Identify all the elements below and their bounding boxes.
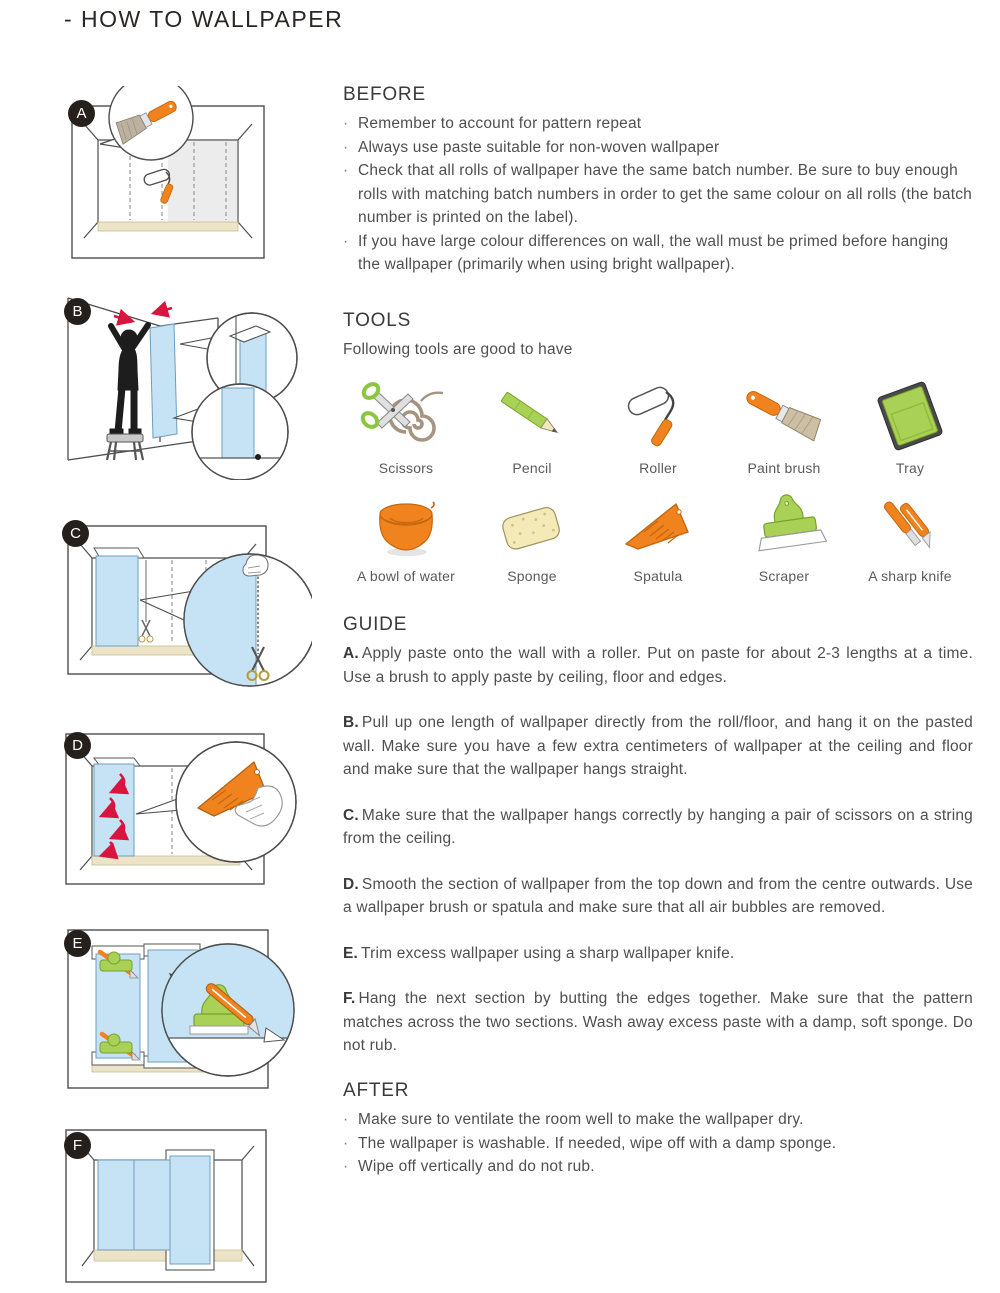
step-f-badge: F [64, 1132, 91, 1159]
illustration-step-d [52, 718, 302, 898]
tray-icon [862, 378, 958, 454]
step-letter: A. [343, 645, 359, 662]
red-arrow [114, 316, 128, 320]
after-item-text: Make sure to ventilate the room well to make the wallpaper dry. [358, 1111, 804, 1128]
before-item [343, 159, 973, 230]
tool-scissors [343, 378, 469, 476]
bowl-of-water-icon [358, 492, 454, 562]
step-text: Trim excess wallpaper using a sharp wallpaper knife. [361, 944, 735, 962]
after-item [343, 1108, 973, 1132]
tool-tray [847, 378, 973, 476]
after-item [343, 1155, 973, 1179]
step-text: Make sure that the wallpaper hangs correctly by hanging a pair of scissors on a string from the ceiling. [343, 806, 973, 847]
pencil-icon [484, 378, 580, 454]
tools-heading: TOOLS [343, 310, 412, 331]
before-item-text: Remember to account for pattern repeat [358, 115, 642, 132]
after-item [343, 1132, 973, 1156]
guide-step-f [343, 987, 973, 1058]
before-section [343, 84, 973, 277]
before-item [343, 112, 973, 136]
wallpaper-strip [150, 324, 177, 438]
tool-label: Tray [895, 459, 925, 476]
paint-brush-icon [736, 378, 832, 454]
tool-label: Scraper [758, 567, 810, 584]
after-item-text: The wallpaper is washable. If needed, wipe off with a damp sponge. [358, 1134, 837, 1152]
wallpaper-strip [98, 1160, 134, 1250]
step-e-badge: E [64, 930, 91, 957]
tool-roller [595, 378, 721, 476]
after-section [343, 1080, 973, 1179]
bullet-dot: · [343, 232, 349, 250]
step-letter: D. [343, 875, 359, 893]
wallpaper-strip [94, 764, 134, 856]
illustration-step-f [52, 1118, 302, 1293]
tool-scraper [721, 492, 847, 584]
tool-bowl-of-water [343, 492, 469, 584]
after-heading: AFTER [343, 1080, 410, 1101]
step-letter: C. [343, 806, 359, 824]
tool-sponge [469, 492, 595, 584]
tool-paint-brush [721, 378, 847, 476]
step-letter: E. [343, 944, 359, 962]
spatula-icon [610, 492, 706, 562]
bullet-dot: · [343, 138, 349, 156]
illustration-step-c [50, 506, 312, 694]
step-text: Hang the next section by butting the edges together. Make sure that the pattern matches across the two sections. Wash away excess paste with a damp, soft sponge. Do not rub. [343, 990, 973, 1054]
tool-label: Scissors [378, 459, 434, 476]
tool-sharp-knife [847, 492, 973, 584]
step-text: Pull up one length of wallpaper directly from the roll/floor, and hang it on the pasted wall. Make sure you have a few extra centimeters of wallpaper at the ceiling and floor and make sure that the wallpaper hangs straight. [343, 714, 973, 778]
step-a-badge: A [68, 100, 95, 127]
red-arrow [158, 308, 172, 312]
bullet-dot: · [343, 1158, 349, 1175]
guide-heading: GUIDE [343, 614, 408, 635]
step-c-badge: C [62, 520, 89, 547]
page-title: - HOW TO WALLPAPER [64, 6, 344, 32]
plumb-line-drawing [50, 506, 312, 694]
before-item [343, 230, 973, 277]
step-b-badge: B [64, 298, 91, 325]
bullet-dot: · [343, 1134, 349, 1152]
sharp-knife-icon [862, 492, 958, 562]
sponge-icon [484, 492, 580, 562]
illustration-step-e [52, 916, 302, 1096]
guide-step-d [343, 873, 973, 920]
before-heading: BEFORE [343, 84, 426, 105]
floor [98, 222, 238, 231]
step-stool [107, 434, 143, 460]
guide-step-c [343, 804, 973, 851]
before-item-text: Always use paste suitable for non-woven wallpaper [358, 138, 720, 156]
tools-grid [343, 378, 973, 584]
step-letter: F. [343, 990, 356, 1007]
tool-label: A sharp knife [868, 567, 952, 584]
illustration-step-b [52, 284, 307, 480]
wallpaper-strip [134, 1160, 170, 1250]
tool-label: Roller [639, 459, 677, 476]
step-text: Smooth the section of wallpaper from the top down and from the centre outwards. Use a wallpaper brush or spatula and make sure that all air bubbles are removed. [343, 875, 973, 916]
scissors-icon [358, 378, 454, 454]
tool-label: Pencil [512, 459, 552, 476]
pasted-area [168, 141, 237, 222]
tool-spatula [595, 492, 721, 584]
before-item-text: Check that all rolls of wallpaper have the same batch number. Be sure to buy enough rolls with matching batch numbers in order to get the same colour on all rolls (the batch number is printed on the label). [358, 162, 972, 226]
person-silhouette [110, 325, 148, 434]
wallpaper-strip [96, 556, 138, 646]
guide-step-b [343, 711, 973, 782]
bullet-dot: · [343, 162, 349, 179]
guide-section [343, 614, 973, 1080]
roller-icon [610, 378, 706, 454]
tools-subheading: Following tools are good to have [343, 341, 573, 358]
step-letter: B. [343, 714, 359, 731]
tool-label: Spatula [633, 567, 683, 584]
before-item [343, 136, 973, 160]
tools-section [343, 310, 973, 584]
bullet-dot: · [343, 1111, 349, 1128]
before-item-text: If you have large colour differences on wall, the wall must be primed before hanging the wallpaper (primarily when using bright wallpaper). [358, 232, 949, 273]
wallpaper-strip [170, 1156, 210, 1264]
illustration-step-a [56, 86, 306, 266]
step-text: Apply paste onto the wall with a roller. Put on paste for about 2-3 lengths at a time. Use a brush to apply paste by ceiling, floor and edges. [343, 645, 973, 686]
tool-label: A bowl of water [357, 567, 455, 584]
scraper-icon [736, 492, 832, 562]
guide-step-a [343, 642, 973, 689]
guide-step-e [343, 942, 973, 966]
step-d-badge: D [64, 732, 91, 759]
after-item-text: Wipe off vertically and do not rub. [358, 1158, 595, 1175]
bullet-dot: · [343, 115, 349, 132]
tool-label: Sponge [507, 567, 557, 584]
tool-label: Paint brush [747, 459, 821, 476]
tool-pencil [469, 378, 595, 476]
